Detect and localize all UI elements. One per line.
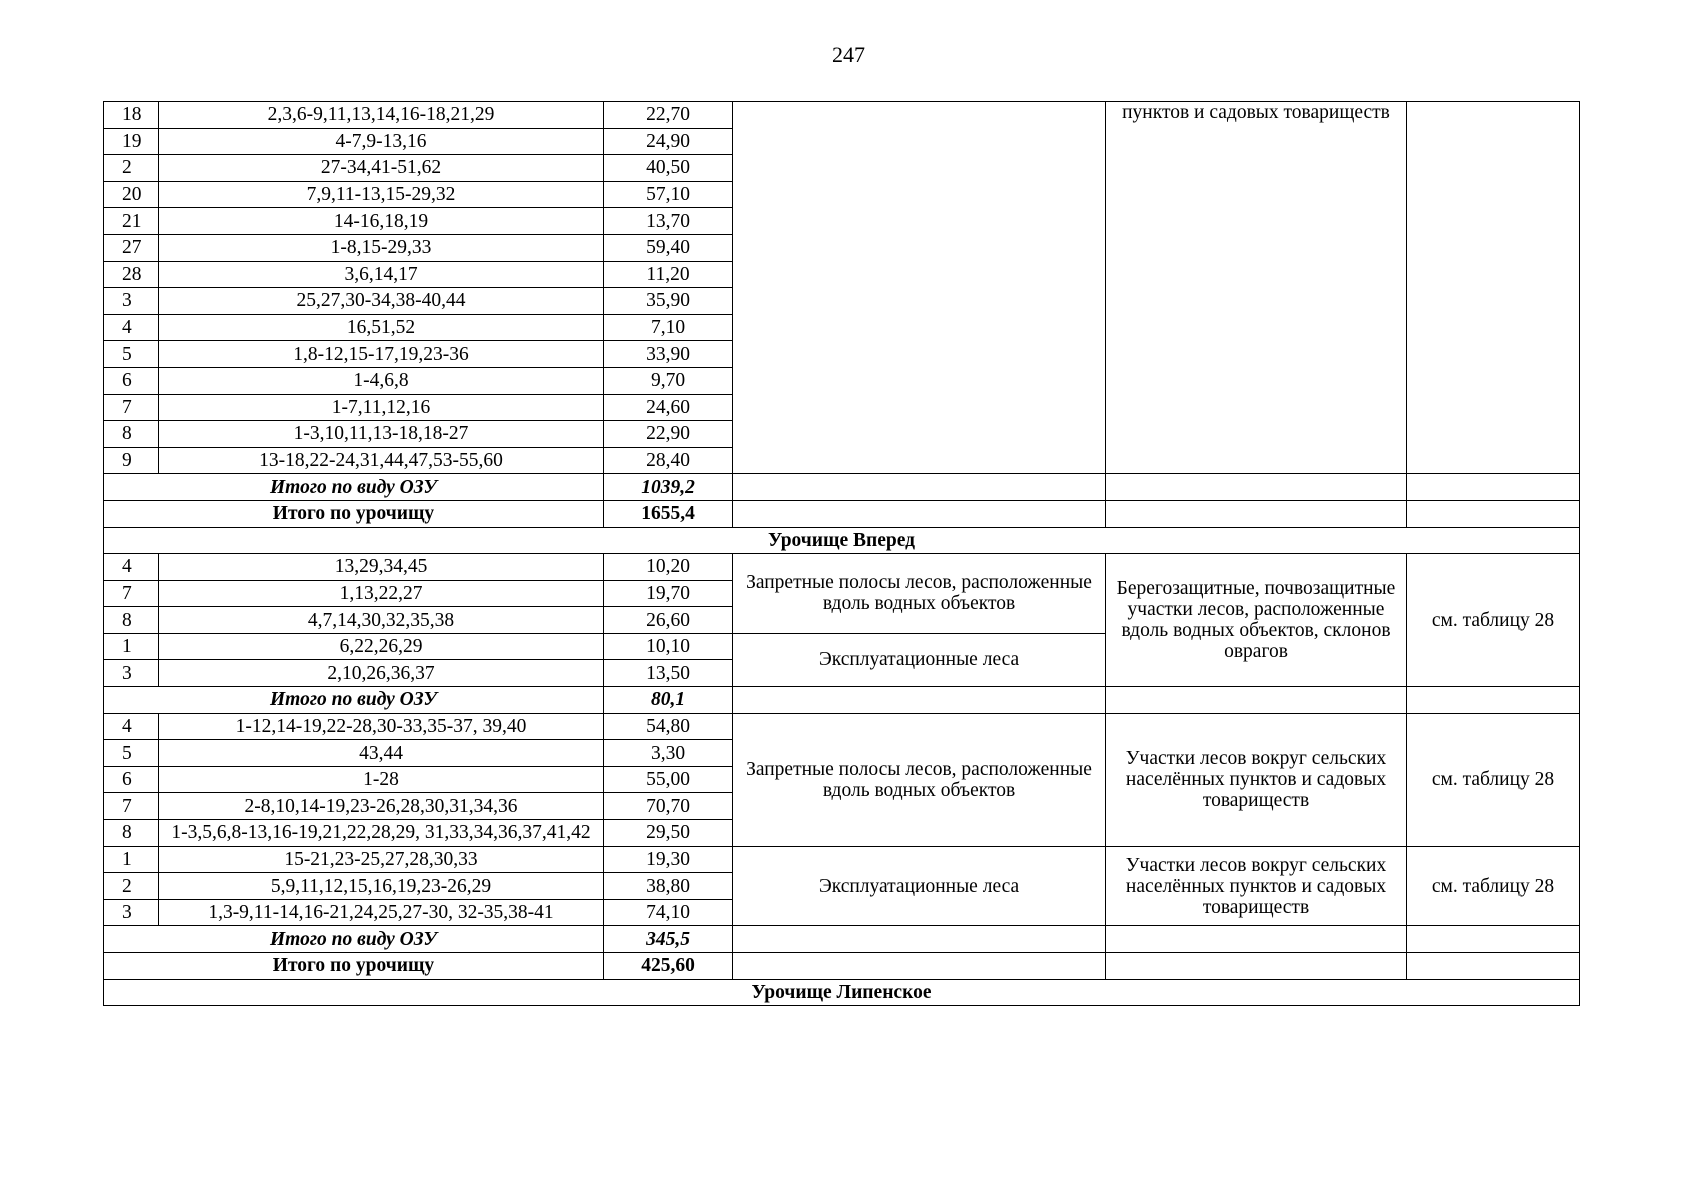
total-value: 425,60	[604, 953, 733, 980]
table-row: 20 7,9,11-13,15-29,32 57,10	[104, 181, 1580, 208]
table-row: 4 13,29,34,45 10,20 Запретные полосы лесов, расположенные вдоль водных объектов Берегозащитные, почвозащитные участки лесов, расположенные вдоль водных объектов, склонов оврагов см. таблицу 28	[104, 554, 1580, 581]
purpose-cell: Запретные полосы лесов, расположенные вдоль водных объектов	[733, 554, 1106, 634]
purpose-cell	[733, 102, 1106, 474]
table-row: 3 1,3-9,11-14,16-21,24,25,27-30, 32-35,38-41 74,10	[104, 899, 1580, 926]
section-header-row	[104, 527, 1580, 554]
table-row: 4 16,51,52 7,10	[104, 314, 1580, 341]
table-row: 3 25,27,30-34,38-40,44 35,90	[104, 288, 1580, 315]
category-cell: Участки лесов вокруг сельских населённых пунктов и садовых товариществ	[1106, 713, 1407, 846]
category-cell: пунктов и садовых товариществ	[1106, 102, 1407, 474]
purpose-cell: Эксплуатационные леса	[733, 846, 1106, 926]
table-row: 27 1-8,15-29,33 59,40	[104, 234, 1580, 261]
subtotal-row	[104, 926, 1580, 953]
table-row: 2 5,9,11,12,15,16,19,23-26,29 38,80	[104, 873, 1580, 900]
subtotal-row	[104, 687, 1580, 714]
table-row: 5 43,44 3,30	[104, 740, 1580, 767]
reference-cell: см. таблицу 28	[1407, 846, 1580, 926]
total-label: Итого по урочищу	[104, 953, 604, 980]
table-row: 19 4-7,9-13,16 24,90	[104, 128, 1580, 155]
table-row: 7 1-7,11,12,16 24,60	[104, 394, 1580, 421]
table-row: 1 6,22,26,29 10,10 Эксплуатационные леса	[104, 633, 1580, 660]
table-row: 21 14-16,18,19 13,70	[104, 208, 1580, 235]
reference-cell: см. таблицу 28	[1407, 713, 1580, 846]
table-row: 18 2,3,6-9,11,13,14,16-18,21,29 22,70 пунктов и садовых товариществ	[104, 102, 1580, 129]
forest-plots-table	[103, 101, 1580, 1006]
section-header-row	[104, 979, 1580, 1006]
total-row	[104, 500, 1580, 527]
purpose-cell: Запретные полосы лесов, расположенные вдоль водных объектов	[733, 713, 1106, 846]
reference-cell: см. таблицу 28	[1407, 554, 1580, 687]
table-row: 3 2,10,26,36,37 13,50	[104, 660, 1580, 687]
subtotal-label: Итого по виду ОЗУ	[104, 687, 604, 714]
table-row: 7 2-8,10,14-19,23-26,28,30,31,34,36 70,70	[104, 793, 1580, 820]
subtotal-value: 1039,2	[604, 474, 733, 501]
purpose-cell: Эксплуатационные леса	[733, 633, 1106, 686]
table-row: 8 1-3,5,6,8-13,16-19,21,22,28,29, 31,33,34,36,37,41,42 29,50	[104, 820, 1580, 847]
table-row: 9 13-18,22-24,31,44,47,53-55,60 28,40	[104, 447, 1580, 474]
reference-cell	[1407, 102, 1580, 474]
table-row: 6 1-28 55,00	[104, 766, 1580, 793]
section-title: Урочище Липенское	[104, 979, 1580, 1006]
subtotal-row	[104, 474, 1580, 501]
table-row: 28 3,6,14,17 11,20	[104, 261, 1580, 288]
category-cell: Участки лесов вокруг сельских населённых пунктов и садовых товариществ	[1106, 846, 1407, 926]
subtotal-value: 345,5	[604, 926, 733, 953]
total-label: Итого по урочищу	[104, 500, 604, 527]
table-row: 8 4,7,14,30,32,35,38 26,60	[104, 607, 1580, 634]
subtotal-value: 80,1	[604, 687, 733, 714]
section-title: Урочище Вперед	[104, 527, 1580, 554]
table-row: 5 1,8-12,15-17,19,23-36 33,90	[104, 341, 1580, 368]
table-row: 4 1-12,14-19,22-28,30-33,35-37, 39,40 54,80 Запретные полосы лесов, расположенные вдоль водных объектов Участки лесов вокруг сельских населённых пунктов и садовых товариществ см. таблицу 28	[104, 713, 1580, 740]
page-number: 247	[832, 42, 865, 67]
table-row: 2 27-34,41-51,62 40,50	[104, 155, 1580, 182]
table-row: 6 1-4,6,8 9,70	[104, 367, 1580, 394]
subtotal-label: Итого по виду ОЗУ	[104, 474, 604, 501]
category-cell: Берегозащитные, почвозащитные участки лесов, расположенные вдоль водных объектов, склонов оврагов	[1106, 554, 1407, 687]
total-row	[104, 953, 1580, 980]
table-row: 8 1-3,10,11,13-18,18-27 22,90	[104, 421, 1580, 448]
total-value: 1655,4	[604, 500, 733, 527]
table-row: 7 1,13,22,27 19,70	[104, 580, 1580, 607]
subtotal-label: Итого по виду ОЗУ	[104, 926, 604, 953]
table-row: 1 15-21,23-25,27,28,30,33 19,30 Эксплуатационные леса Участки лесов вокруг сельских населённых пунктов и садовых товариществ см. таблицу 28	[104, 846, 1580, 873]
